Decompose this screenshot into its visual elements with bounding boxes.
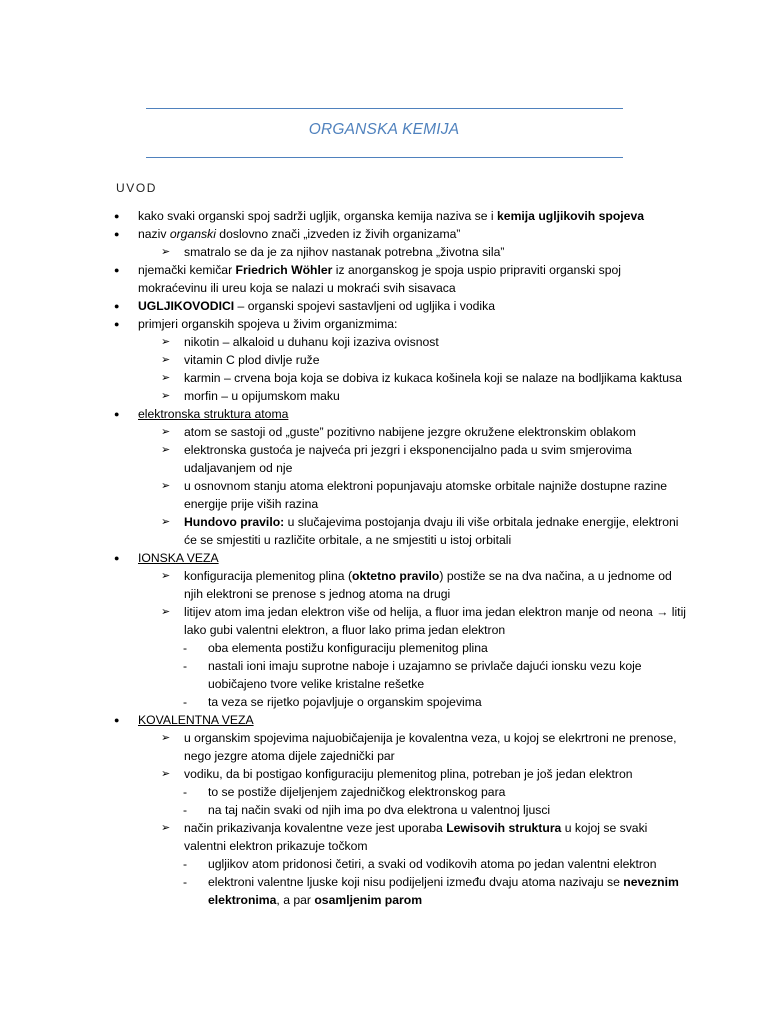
bullet-icon: ●	[114, 211, 120, 221]
arrow-bullet-icon: ➢	[161, 516, 171, 528]
sub-list-item: ➢ atom se sastoji od „guste” pozitivno nabijene jezgre okružene elektronskim oblakom	[161, 425, 636, 439]
arrow-bullet-icon: ➢	[161, 570, 171, 582]
sub-sub-list-item: - oba elementa postižu konfiguraciju plemenitog plina	[183, 641, 488, 655]
bullet-icon: ●	[114, 319, 120, 329]
list-item: ● primjeri organskih spojeva u živim organizmima:	[114, 317, 398, 331]
bullet-icon: ●	[114, 265, 120, 275]
list-item: ● njemački kemičar Friedrich Wöhler iz anorganskog je spoja uspio pripraviti organski spoj mokraćevinu ili ureu koja se nalazi u mokraći svih sisavaca	[114, 263, 621, 295]
dash-bullet-icon: -	[183, 659, 188, 673]
sub-sub-list-item: - ta veza se rijetko pojavljuje o organskim spojevima	[183, 695, 482, 709]
arrow-bullet-icon: ➢	[161, 768, 171, 780]
sub-sub-list-item: - ugljikov atom pridonosi četiri, a svaki od vodikovih atoma po jedan valentni elektron	[183, 857, 657, 871]
arrow-bullet-icon: ➢	[161, 390, 171, 402]
dash-bullet-icon: -	[183, 803, 188, 817]
sub-list-item: ➢ u organskim spojevima najuobičajenija je kovalentna veza, u kojoj se elekrtroni ne prenose, nego jezgre atoma dijele zajednički par	[161, 731, 677, 763]
bullet-icon: ●	[114, 301, 120, 311]
sub-sub-list-item: - nastali ioni imaju suprotne naboje i uzajamno se privlače dajući ionsku vezu koje uobičajeno tvore velike kristalne rešetke	[183, 659, 642, 691]
dash-bullet-icon: -	[183, 875, 188, 889]
bullet-icon: ●	[114, 409, 120, 419]
title-rule-top	[146, 108, 623, 109]
dash-bullet-icon: -	[183, 695, 188, 709]
arrow-bullet-icon: ➢	[161, 372, 171, 384]
sub-sub-list-item: - to se postiže dijeljenjem zajedničkog elektronskog para	[183, 785, 506, 799]
arrow-bullet-icon: ➢	[161, 336, 171, 348]
list-item: ● IONSKA VEZA	[114, 551, 219, 565]
sub-list-item: ➢ vitamin C plod divlje ruže	[161, 353, 320, 367]
sub-sub-list-item: - na taj način svaki od njih ima po dva elektrona u valentnoj ljusci	[183, 803, 551, 817]
page-title: ORGANSKA KEMIJA	[308, 121, 460, 138]
sub-list-item: ➢ konfiguracija plemenitog plina (oktetno pravilo) postiže se na dva načina, a u jednome od njih elektroni se prenose s jednog atoma na drugi	[161, 569, 672, 601]
section-heading: UVOD	[116, 181, 158, 195]
dash-bullet-icon: -	[183, 785, 188, 799]
arrow-bullet-icon: ➢	[161, 354, 171, 366]
sub-list-item: ➢ nikotin – alkaloid u duhanu koji izaziva ovisnost	[161, 335, 439, 349]
sub-list-item: ➢ elektronska gustoća je najveća pri jezgri i eksponencijalno pada u svim smjerovima udaljavanjem od nje	[161, 443, 632, 475]
list-item: ● naziv organski doslovno znači „izveden iz živih organizama”	[114, 227, 461, 241]
arrow-bullet-icon: ➢	[161, 246, 171, 258]
title-rule-bottom	[146, 157, 623, 158]
list-item: ● kako svaki organski spoj sadrži ugljik, organska kemija naziva se i kemija ugljikovih spojeva	[114, 209, 644, 223]
document-body	[0, 207, 768, 909]
sub-list-item: ➢ način prikazivanja kovalentne veze jest uporaba Lewisovih struktura u kojoj se svaki valentni elektron prikazuje točkom	[161, 821, 648, 853]
bullet-icon: ●	[114, 715, 120, 725]
list-item: ● UGLJIKOVODICI – organski spojevi sastavljeni od ugljika i vodika	[114, 299, 495, 313]
sub-list-item: ➢ Hundovo pravilo: u slučajevima postojanja dvaju ili više orbitala jednake energije, elektroni će se smjestiti u različite orbitale, a ne smjestiti u istoj orbitali	[161, 515, 679, 547]
arrow-bullet-icon: ➢	[161, 822, 171, 834]
sub-list-item: ➢ litijev atom ima jedan elektron više od helija, a fluor ima jedan elektron manje od neona → litij lako gubi valentni elektron, a fluor lako prima jedan elektron	[161, 605, 686, 637]
arrow-bullet-icon: ➢	[161, 480, 171, 492]
sub-sub-list-item: - elektroni valentne ljuske koji nisu podijeljeni između dvaju atoma nazivaju se neveznim elektronima, a par osamljenim parom	[183, 875, 679, 907]
dash-bullet-icon: -	[183, 857, 188, 871]
list-item: ● KOVALENTNA VEZA	[114, 713, 254, 727]
sub-list-item: ➢ u osnovnom stanju atoma elektroni popunjavaju atomske orbitale najniže dostupne razine energije prije viših razina	[161, 479, 668, 511]
bullet-icon: ●	[114, 229, 120, 239]
sub-list-item: ➢ smatralo se da je za njihov nastanak potrebna „životna sila”	[161, 245, 505, 259]
dash-bullet-icon: -	[183, 641, 188, 655]
sub-list-item: ➢ vodiku, da bi postigao konfiguraciju plemenitog plina, potreban je još jedan elektron	[161, 767, 633, 781]
arrow-bullet-icon: ➢	[161, 606, 171, 618]
arrow-bullet-icon: ➢	[161, 444, 171, 456]
sub-list-item: ➢ karmin – crvena boja koja se dobiva iz kukaca košinela koji se nalaze na bodljikama kaktusa	[161, 371, 682, 385]
list-item: ● elektronska struktura atoma	[114, 407, 289, 421]
bullet-icon: ●	[114, 553, 120, 563]
arrow-bullet-icon: ➢	[161, 732, 171, 744]
arrow-bullet-icon: ➢	[161, 426, 171, 438]
sub-list-item: ➢ morfin – u opijumskom maku	[161, 389, 340, 403]
